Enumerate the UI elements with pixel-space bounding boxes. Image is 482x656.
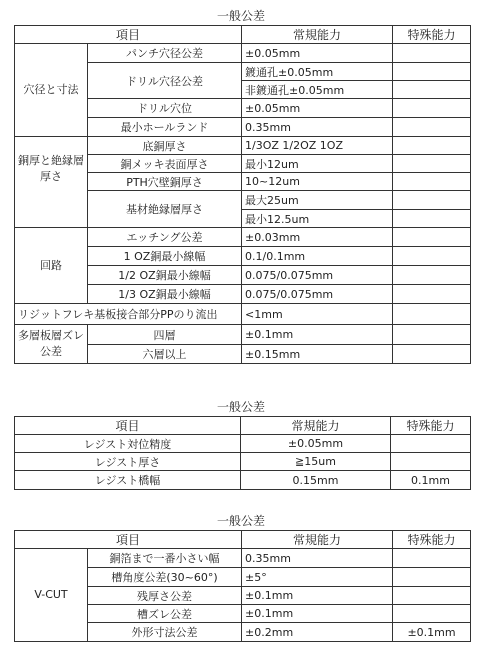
row-value: ±0.03mm — [242, 228, 393, 247]
row-special — [393, 173, 471, 191]
row-item: 槽角度公差(30~60°) — [88, 568, 242, 587]
table3-caption: 一般公差 — [216, 514, 265, 528]
tolerance-table-1 — [14, 25, 471, 364]
row-value: ±0.1mm — [242, 325, 393, 345]
row-item: 最小ホールランド — [88, 118, 242, 137]
row-item: 外形寸法公差 — [88, 623, 242, 642]
row-value: 鍍通孔±0.05mm — [242, 63, 393, 81]
row-special — [391, 453, 471, 471]
row-item: 1 OZ銅最小線幅 — [88, 247, 242, 266]
table-row — [15, 325, 471, 345]
row-value: ±0.05mm — [242, 44, 393, 63]
header-item: 項目 — [15, 531, 242, 549]
row-special — [393, 345, 471, 364]
table-row — [15, 44, 471, 63]
row-value: 最小12.5um — [242, 210, 393, 228]
table2-caption: 一般公差 — [216, 400, 265, 414]
row-special — [393, 44, 471, 63]
section-copper-thickness: 銅厚と絶縁層厚さ — [15, 137, 88, 228]
table-row — [15, 549, 471, 568]
table-row — [15, 137, 471, 155]
row-special — [393, 285, 471, 304]
row-item: レジスト対位精度 — [15, 435, 241, 453]
header-regular: 常規能力 — [241, 417, 391, 435]
row-item: 四層 — [88, 325, 242, 345]
row-item: 銅箔まで一番小さい幅 — [88, 549, 242, 568]
row-special — [393, 81, 471, 99]
row-item: レジスト厚さ — [15, 453, 241, 471]
row-special — [393, 605, 471, 623]
row-special: ±0.1mm — [393, 623, 471, 642]
row-value: 0.35mm — [242, 549, 393, 568]
row-special — [393, 118, 471, 137]
row-value: ≧15um — [241, 453, 391, 471]
row-special — [393, 137, 471, 155]
header-special: 特殊能力 — [393, 26, 471, 44]
row-value: 10~12um — [242, 173, 393, 191]
row-special: 0.1mm — [391, 471, 471, 490]
row-item: 底銅厚さ — [88, 137, 242, 155]
row-item: 銅メッキ表面厚さ — [88, 155, 242, 173]
tolerance-table-2 — [14, 416, 471, 490]
table-row — [15, 228, 471, 247]
section-v-cut: V-CUT — [15, 549, 88, 642]
row-value: <1mm — [242, 304, 393, 325]
table-row — [15, 435, 471, 453]
row-special — [393, 587, 471, 605]
row-item: 1/2 OZ銅最小線幅 — [88, 266, 242, 285]
row-special — [393, 568, 471, 587]
section-circuit: 回路 — [15, 228, 88, 304]
row-special — [393, 63, 471, 81]
row-item: PTH穴壁銅厚さ — [88, 173, 242, 191]
row-value: 最大25um — [242, 191, 393, 210]
header-special: 特殊能力 — [391, 417, 471, 435]
section-hole-size: 穴径と寸法 — [15, 44, 88, 137]
row-item: ドリル穴径公差 — [88, 63, 242, 99]
row-special — [393, 99, 471, 118]
row-special — [393, 325, 471, 345]
row-special — [393, 549, 471, 568]
row-special — [393, 191, 471, 210]
row-item: エッチング公差 — [88, 228, 242, 247]
header-item: 項目 — [15, 417, 241, 435]
row-value: 0.075/0.075mm — [242, 266, 393, 285]
row-item: リジットフレキ基板接合部分PPのり流出 — [15, 304, 242, 325]
row-item: ドリル穴位 — [88, 99, 242, 118]
row-value: 最小12um — [242, 155, 393, 173]
row-item: 槽ズレ公差 — [88, 605, 242, 623]
row-value: 0.15mm — [241, 471, 391, 490]
row-value: ±0.05mm — [241, 435, 391, 453]
row-value: 非鍍通孔±0.05mm — [242, 81, 393, 99]
row-item: 1/3 OZ銅最小線幅 — [88, 285, 242, 304]
table1-caption: 一般公差 — [216, 9, 265, 23]
header-special: 特殊能力 — [393, 531, 471, 549]
row-special — [393, 210, 471, 228]
section-layer-shift: 多層板層ズレ公差 — [15, 325, 88, 364]
row-value: 0.1/0.1mm — [242, 247, 393, 266]
row-value: ±0.1mm — [242, 587, 393, 605]
row-value: 0.35mm — [242, 118, 393, 137]
row-value: ±5° — [242, 568, 393, 587]
row-special — [393, 304, 471, 325]
row-special — [393, 266, 471, 285]
row-value: ±0.15mm — [242, 345, 393, 364]
row-special — [393, 155, 471, 173]
row-item: 残厚さ公差 — [88, 587, 242, 605]
row-item: レジスト橋幅 — [15, 471, 241, 490]
table-row — [15, 453, 471, 471]
row-value: ±0.05mm — [242, 99, 393, 118]
row-item: 基材絶縁層厚さ — [88, 191, 242, 228]
tolerance-table-3 — [14, 530, 471, 642]
row-value: ±0.1mm — [242, 605, 393, 623]
row-special — [391, 435, 471, 453]
header-regular: 常規能力 — [242, 531, 393, 549]
row-special — [393, 247, 471, 266]
row-item: 六層以上 — [88, 345, 242, 364]
header-item: 項目 — [15, 26, 242, 44]
row-special — [393, 228, 471, 247]
table-row — [15, 471, 471, 490]
row-value: ±0.2mm — [242, 623, 393, 642]
header-regular: 常規能力 — [242, 26, 393, 44]
table-row — [15, 304, 471, 325]
row-item: パンチ穴径公差 — [88, 44, 242, 63]
row-value: 1/3OZ 1/2OZ 1OZ — [242, 137, 393, 155]
row-value: 0.075/0.075mm — [242, 285, 393, 304]
